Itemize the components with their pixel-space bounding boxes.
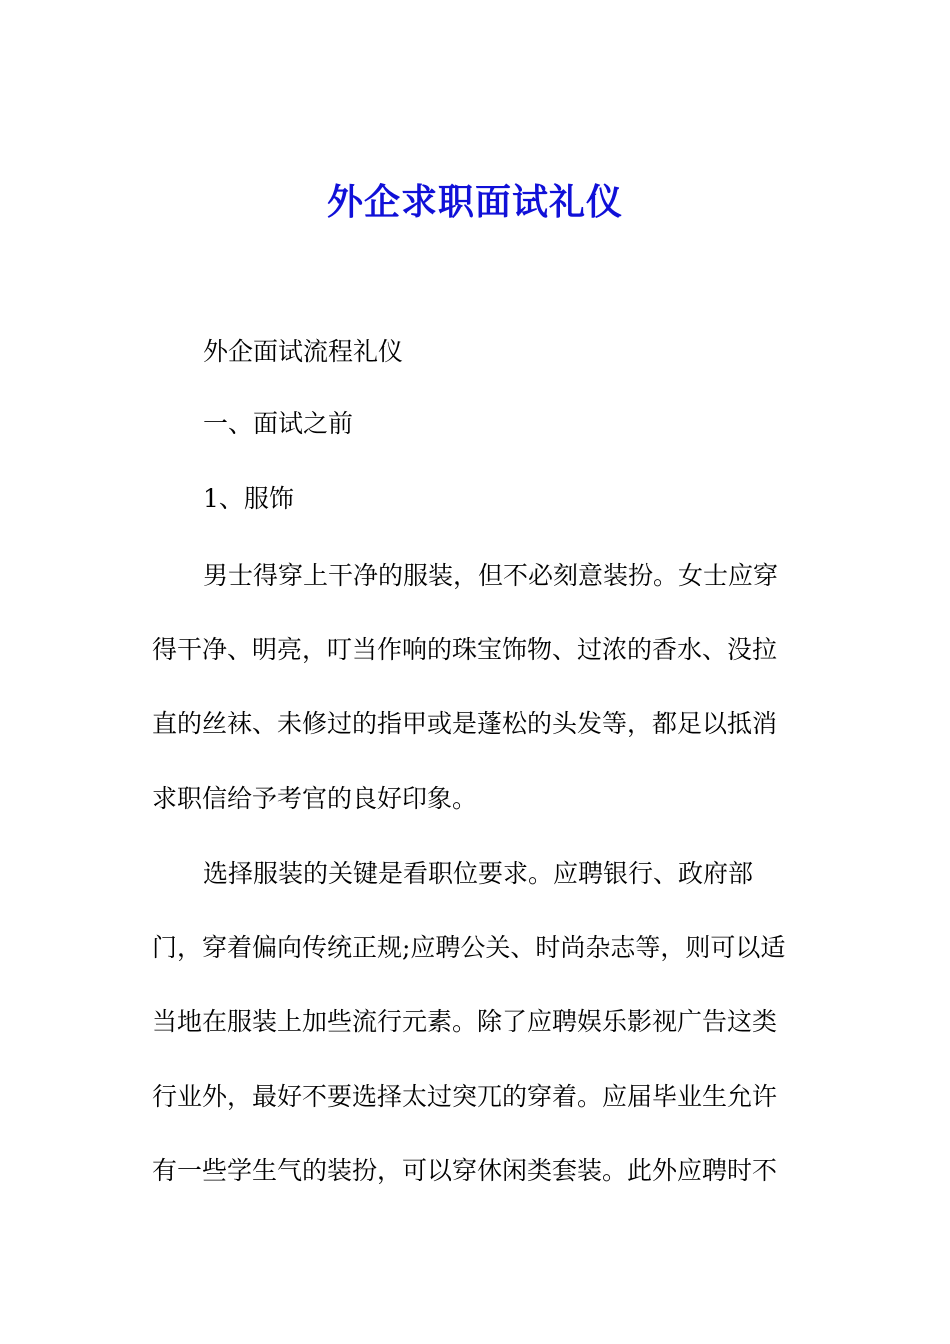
paragraph-line: 得干净、明亮，叮当作响的珠宝饰物、过浓的香水、没拉 (152, 635, 778, 664)
document-title: 外企求职面试礼仪 (326, 181, 623, 223)
subsection-heading: 一、面试之前 (203, 409, 354, 438)
paragraph-line: 有一些学生气的装扮，可以穿休闲类套装。此外应聘时不 (152, 1156, 778, 1185)
paragraph-line: 求职信给予考官的良好印象。 (152, 784, 478, 813)
paragraph-line: 男士得穿上干净的服装，但不必刻意装扮。女士应穿 (203, 561, 779, 590)
paragraph-line: 行业外，最好不要选择太过突兀的穿着。应届毕业生允许 (152, 1082, 778, 1111)
item-heading: 1、服饰 (203, 484, 294, 513)
paragraph-line: 门，穿着偏向传统正规;应聘公关、时尚杂志等，则可以适 (152, 933, 786, 962)
section-heading: 外企面试流程礼仪 (203, 337, 404, 366)
paragraph-line: 选择服装的关键是看职位要求。应聘银行、政府部 (203, 859, 754, 888)
paragraph-line: 直的丝袜、未修过的指甲或是蓬松的头发等，都足以抵消 (152, 709, 778, 738)
paragraph-line: 当地在服装上加些流行元素。除了应聘娱乐影视广告这类 (152, 1007, 778, 1036)
